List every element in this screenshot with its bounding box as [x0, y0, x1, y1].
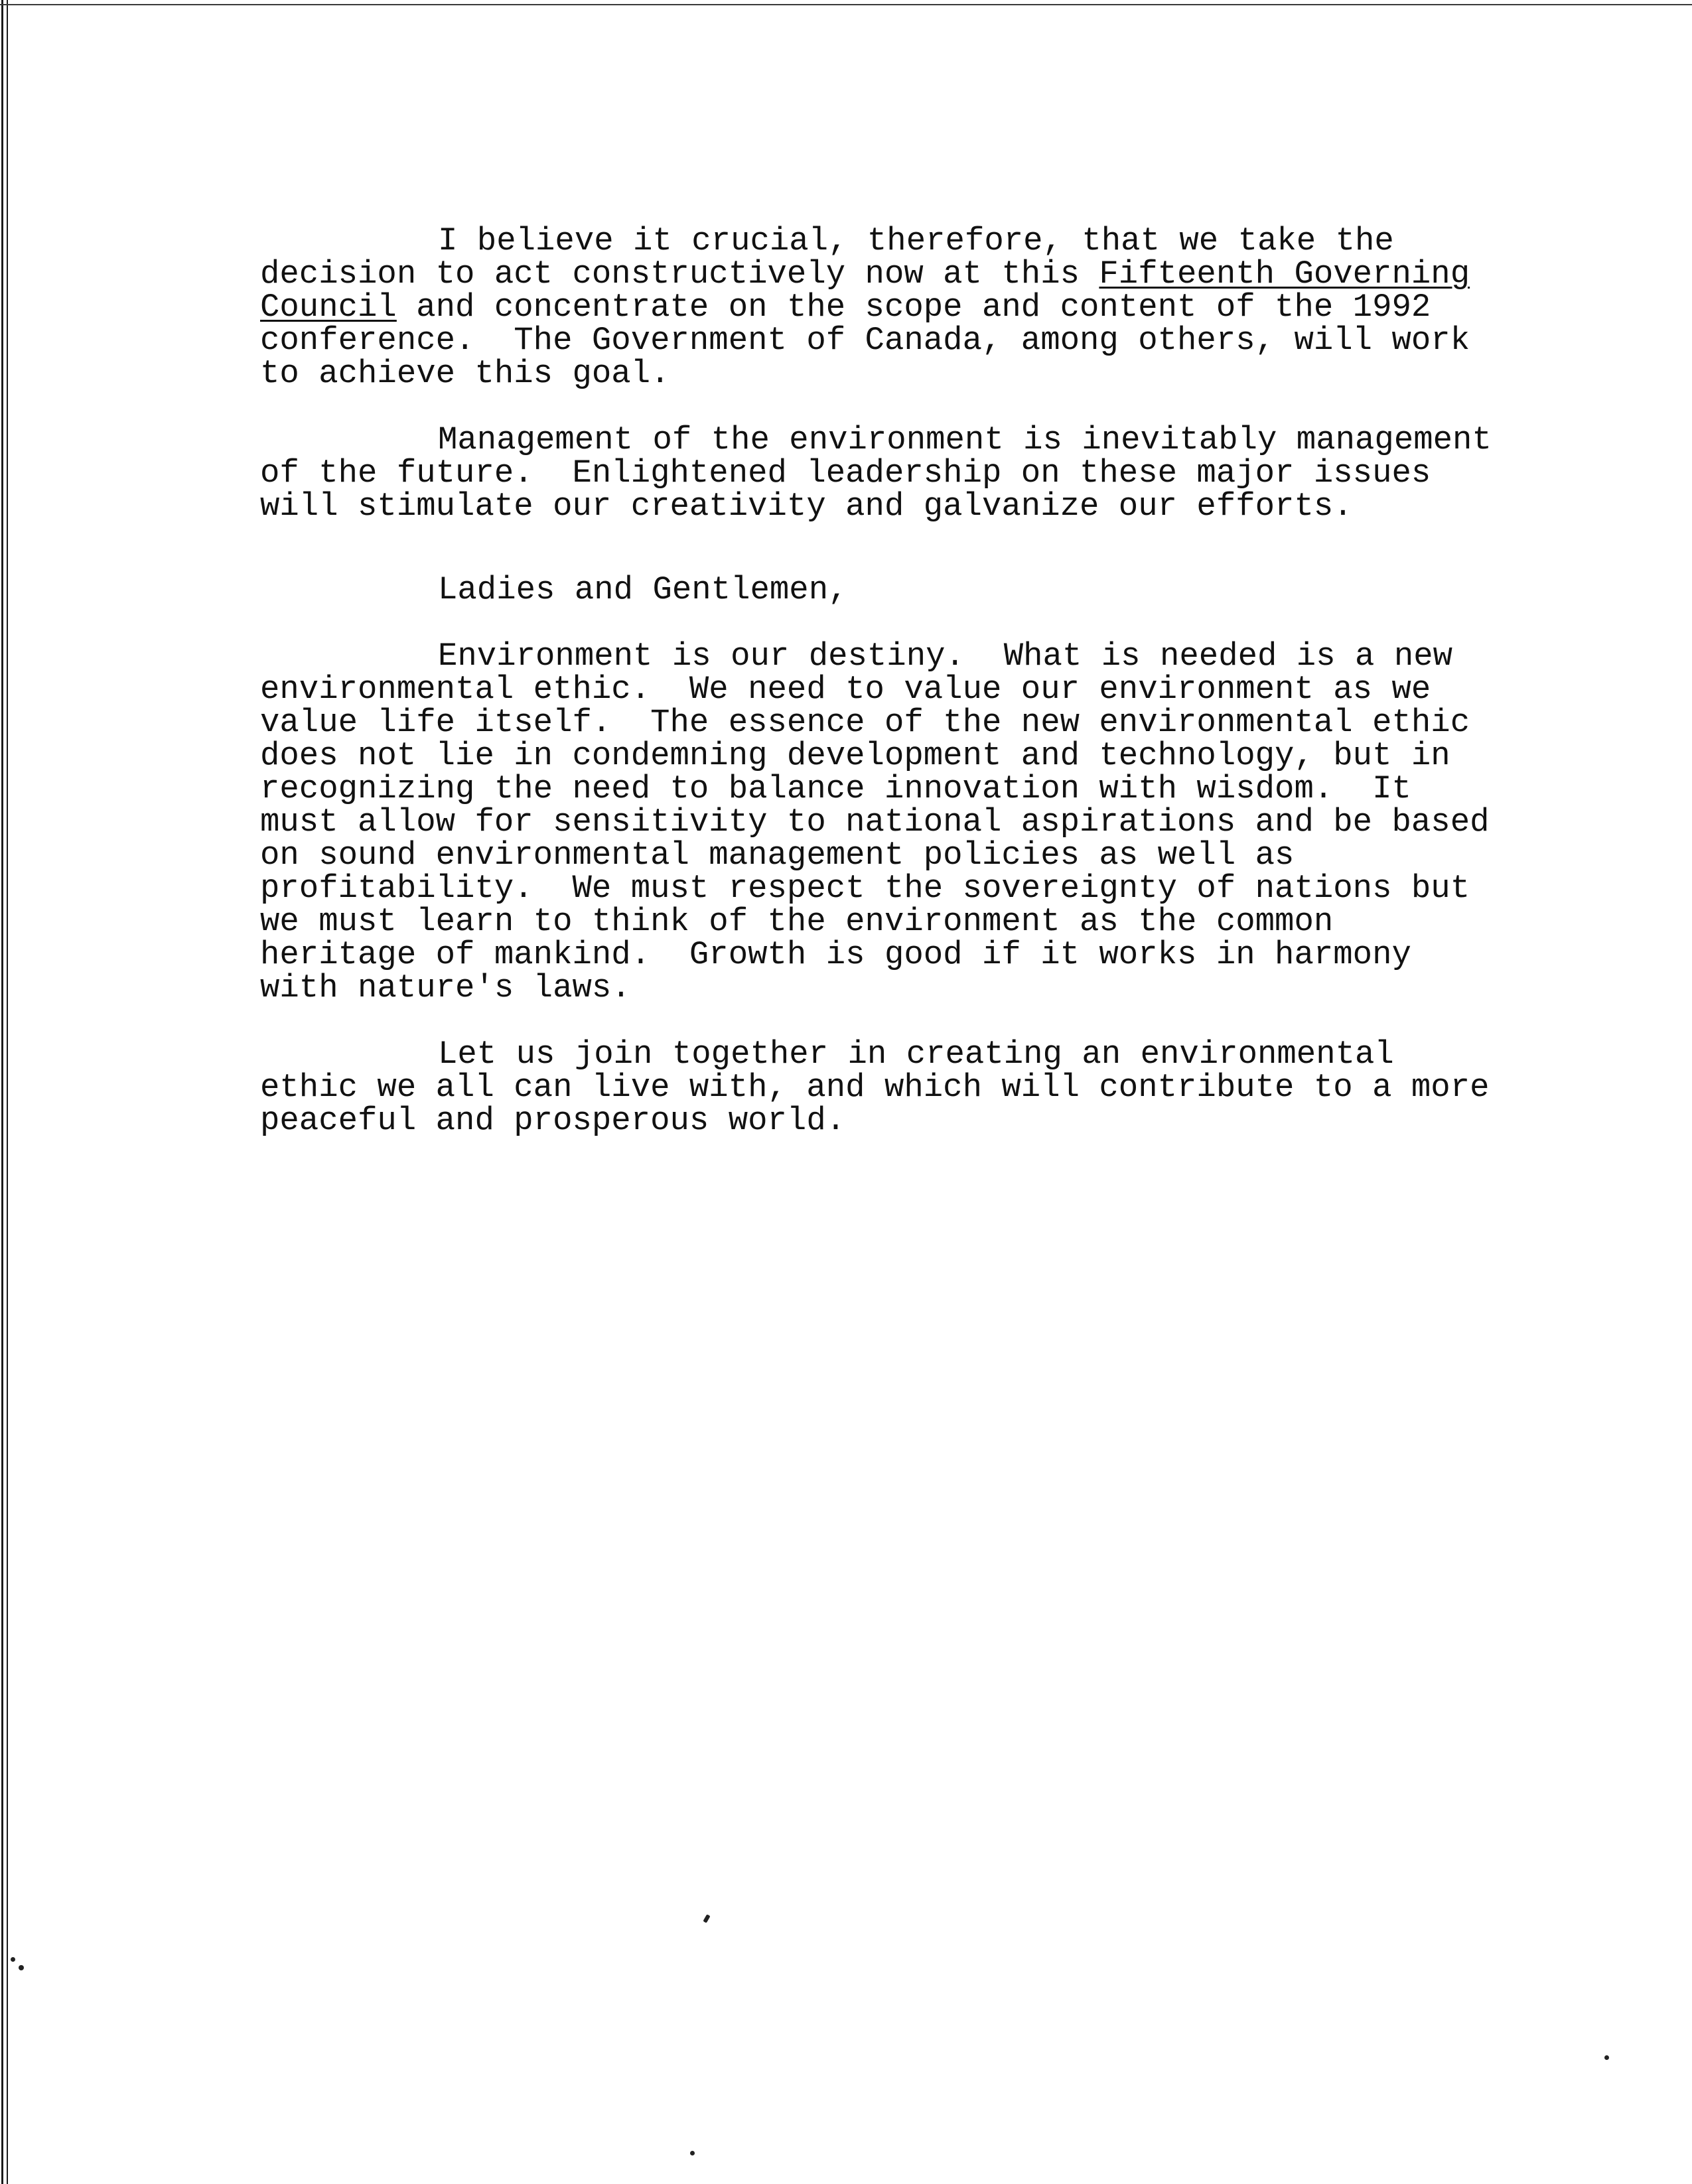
text-line: [260, 573, 1521, 606]
text-line: [260, 456, 1521, 490]
text-line: [260, 805, 1521, 839]
text-segment: Management of the environment is inevitably management: [438, 421, 1492, 458]
text-segment: Let us join together in creating an environmental: [438, 1036, 1394, 1073]
document-body: [260, 224, 1521, 1137]
paragraph: [260, 224, 1521, 390]
text-segment: does not lie in condemning development and technology, but in: [260, 737, 1450, 774]
text-segment: environmental ethic. We need to value our environment as we: [260, 671, 1431, 708]
paragraph: [260, 423, 1521, 523]
paragraph: [260, 1038, 1521, 1137]
text-line: [260, 224, 1521, 257]
text-line: [260, 357, 1521, 390]
text-segment: profitability. We must respect the sovereignty of nations but: [260, 870, 1470, 907]
scan-speck: [11, 1957, 15, 1962]
text-line: [260, 872, 1521, 905]
text-line: [260, 905, 1521, 938]
text-segment: to achieve this goal.: [260, 355, 670, 392]
scan-speck: [690, 2151, 695, 2155]
text-segment: on sound environmental management policies as well as: [260, 837, 1295, 874]
text-segment: must allow for sensitivity to national aspirations and be based: [260, 803, 1490, 841]
text-segment: we must learn to think of the environment as the common: [260, 903, 1334, 940]
text-segment: conference. The Government of Canada, among others, will work: [260, 322, 1470, 359]
text-segment: will stimulate our creativity and galvanize our efforts.: [260, 488, 1353, 525]
scan-edge-line: [1, 0, 3, 2184]
scan-speck: [19, 1965, 24, 1970]
paragraph: [260, 573, 1521, 606]
text-segment: of the future. Enlightened leadership on these major issues: [260, 454, 1431, 492]
paragraph-gap: [260, 390, 1521, 423]
paragraph: [260, 640, 1521, 1004]
text-segment: Environment is our destiny. What is needed is a new: [438, 638, 1453, 675]
text-line: [260, 1104, 1521, 1137]
text-segment: and concentrate on the scope and content of the 1992: [396, 289, 1431, 326]
text-line: [260, 839, 1521, 872]
text-line: [260, 673, 1521, 706]
text-line: [260, 640, 1521, 673]
paragraph-gap: [260, 1004, 1521, 1038]
text-segment: heritage of mankind. Growth is good if it works in harmony: [260, 936, 1411, 973]
paragraph-gap: [260, 523, 1521, 573]
text-segment: recognizing the need to balance innovation with wisdom. It: [260, 770, 1411, 807]
text-line: [260, 772, 1521, 805]
underlined-text: Fifteenth Governing: [1099, 255, 1470, 293]
text-segment: with nature's laws.: [260, 969, 631, 1006]
text-segment: decision to act constructively now at this: [260, 255, 1099, 293]
underlined-text: Council: [260, 289, 397, 326]
text-line: [260, 739, 1521, 772]
text-line: [260, 423, 1521, 456]
scan-edge-line: [7, 0, 8, 2184]
text-segment: I believe it crucial, therefore, that we take the: [438, 222, 1394, 259]
paragraph-gap: [260, 606, 1521, 640]
text-line: [260, 324, 1521, 357]
text-segment: ethic we all can live with, and which will contribute to a more: [260, 1069, 1490, 1106]
text-line: [260, 257, 1521, 291]
text-line: [260, 1038, 1521, 1071]
text-line: [260, 291, 1521, 324]
text-segment: value life itself. The essence of the new environmental ethic: [260, 704, 1470, 741]
text-segment: peaceful and prosperous world.: [260, 1102, 846, 1139]
scan-speck: [1604, 2055, 1609, 2060]
text-line: [260, 971, 1521, 1004]
text-line: [260, 1071, 1521, 1104]
text-line: [260, 706, 1521, 739]
text-segment: Ladies and Gentlemen,: [438, 571, 848, 608]
scan-top-edge: [0, 4, 1692, 5]
text-line: [260, 938, 1521, 971]
scan-speck: [703, 1914, 710, 1923]
text-line: [260, 490, 1521, 523]
